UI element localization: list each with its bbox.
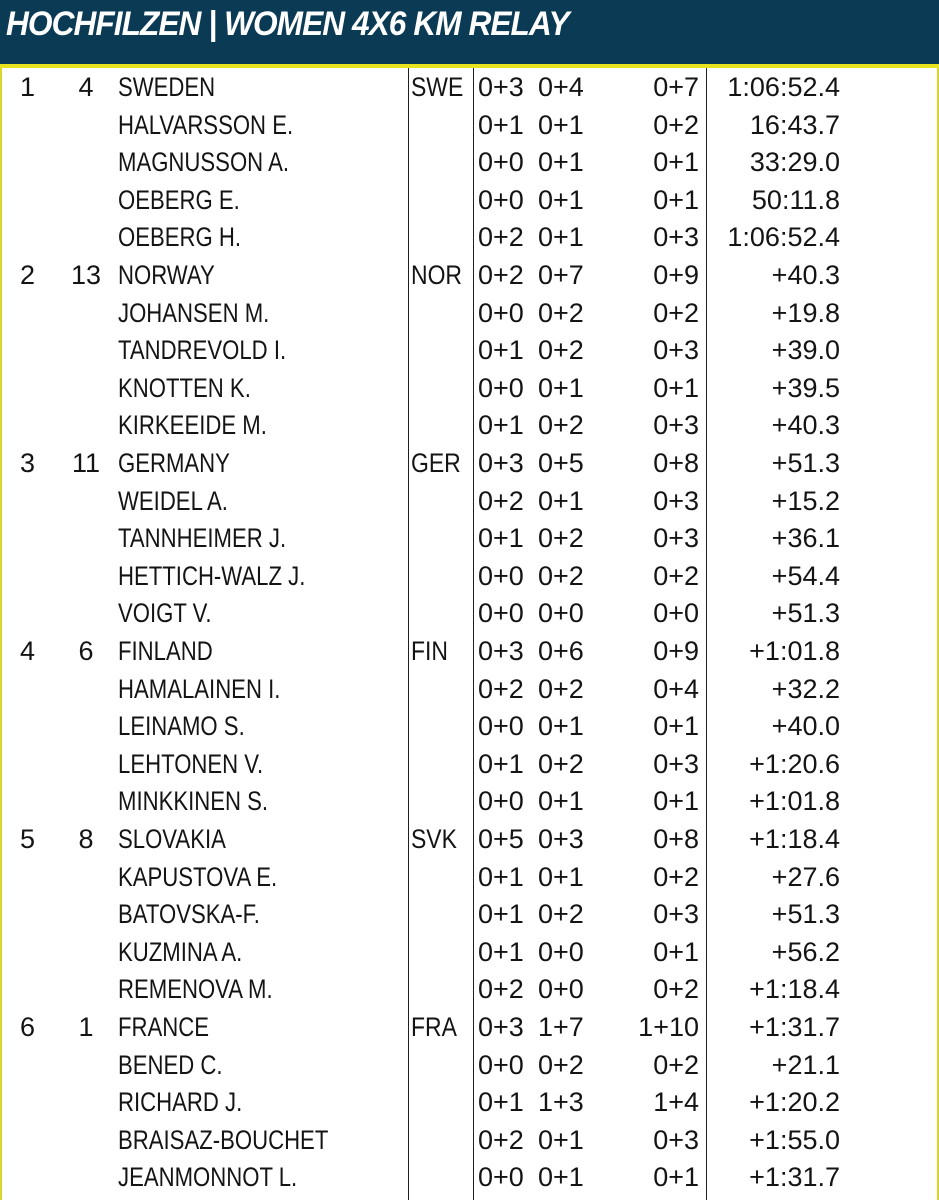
athlete-row [0, 859, 939, 897]
name-cell: REMENOVA M. [118, 974, 273, 1005]
athlete-row [0, 1159, 939, 1197]
name-cell: JEANMONNOT L. [118, 1162, 298, 1193]
prone-shooting-cell: 0+5 [478, 824, 524, 854]
standing-shooting-cell: 0+1 [538, 147, 584, 178]
bib-cell: 8 [78, 824, 94, 854]
name-cell: OEBERG H. [118, 222, 242, 253]
standing-shooting-cell: 0+6 [538, 636, 584, 666]
prone-shooting-cell: 0+2 [478, 485, 524, 516]
standing-shooting-cell: 0+1 [538, 1162, 584, 1193]
time-cell: +1:18.4 [749, 824, 840, 854]
total-shooting-cell: 0+1 [653, 936, 699, 967]
name-cell: BENED C. [118, 1049, 223, 1080]
athlete-row [0, 182, 939, 220]
name-cell: LEINAMO S. [118, 711, 245, 742]
time-cell: +1:01.8 [749, 786, 840, 817]
prone-shooting-cell: 0+2 [478, 222, 524, 253]
athlete-row [0, 934, 939, 972]
name-cell: FINLAND [118, 636, 213, 666]
bib-cell: 13 [70, 260, 102, 290]
total-shooting-cell: 0+1 [653, 711, 699, 742]
time-cell: +1:01.8 [749, 636, 840, 666]
standing-shooting-cell: 0+1 [538, 109, 584, 140]
standing-shooting-cell: 0+7 [538, 260, 584, 290]
team-row [0, 445, 939, 483]
athlete-row [0, 708, 939, 746]
time-cell: +40.0 [771, 711, 840, 742]
standing-shooting-cell: 0+1 [538, 372, 584, 403]
total-shooting-cell: 1+10 [638, 1012, 699, 1042]
standing-shooting-cell: 0+1 [538, 184, 584, 215]
prone-shooting-cell: 0+3 [478, 448, 524, 478]
athlete-row [0, 746, 939, 784]
time-cell: +54.4 [771, 560, 840, 591]
prone-shooting-cell: 0+2 [478, 1124, 524, 1155]
nation-cell: FRA [411, 1012, 457, 1042]
total-shooting-cell: 0+8 [653, 824, 699, 854]
standing-shooting-cell: 0+2 [538, 748, 584, 779]
standing-shooting-cell: 0+0 [538, 936, 584, 967]
standing-shooting-cell: 0+2 [538, 1049, 584, 1080]
name-cell: JOHANSEN M. [118, 297, 270, 328]
standing-shooting-cell: 0+0 [538, 974, 584, 1005]
team-row [0, 1009, 939, 1047]
nation-cell: SWE [411, 72, 464, 102]
standing-shooting-cell: 1+7 [538, 1012, 584, 1042]
nation-cell: FIN [411, 636, 448, 666]
name-cell: BATOVSKA-F. [118, 899, 260, 930]
athlete-row [0, 483, 939, 521]
prone-shooting-cell: 0+1 [478, 1087, 524, 1118]
total-shooting-cell: 0+3 [653, 899, 699, 930]
bib-cell: 4 [78, 72, 94, 102]
athlete-row [0, 520, 939, 558]
standing-shooting-cell: 0+1 [538, 1124, 584, 1155]
total-shooting-cell: 0+3 [653, 222, 699, 253]
standing-shooting-cell: 0+2 [538, 297, 584, 328]
name-cell: MINKKINEN S. [118, 786, 269, 817]
total-shooting-cell: 0+3 [653, 485, 699, 516]
prone-shooting-cell: 0+0 [478, 1049, 524, 1080]
total-shooting-cell: 0+9 [653, 260, 699, 290]
prone-shooting-cell: 0+1 [478, 899, 524, 930]
time-cell: +51.3 [771, 899, 840, 930]
athlete-row [0, 219, 939, 257]
name-cell: HETTICH-WALZ J. [118, 560, 306, 591]
prone-shooting-cell: 0+1 [478, 523, 524, 554]
athlete-row [0, 1047, 939, 1085]
athlete-row [0, 558, 939, 596]
total-shooting-cell: 0+9 [653, 636, 699, 666]
time-cell: +1:31.7 [749, 1162, 840, 1193]
standing-shooting-cell: 0+2 [538, 899, 584, 930]
time-cell: +27.6 [771, 861, 840, 892]
rank-cell: 1 [20, 72, 36, 102]
bib-cell: 11 [71, 448, 101, 478]
rank-cell: 6 [20, 1012, 36, 1042]
total-shooting-cell: 0+0 [653, 598, 699, 629]
header-bar [0, 0, 939, 68]
total-shooting-cell: 0+3 [653, 410, 699, 441]
prone-shooting-cell: 0+3 [478, 72, 524, 102]
rank-cell: 3 [20, 448, 36, 478]
prone-shooting-cell: 0+3 [478, 1012, 524, 1042]
total-shooting-cell: 0+2 [653, 861, 699, 892]
name-cell: RICHARD J. [118, 1087, 243, 1118]
name-cell: SLOVAKIA [118, 824, 226, 854]
time-cell: +1:31.7 [749, 1012, 840, 1042]
standing-shooting-cell: 0+1 [538, 786, 584, 817]
time-cell: +1:20.2 [749, 1087, 840, 1118]
name-cell: VOIGT V. [118, 598, 212, 629]
prone-shooting-cell: 0+0 [478, 786, 524, 817]
prone-shooting-cell: 0+1 [478, 335, 524, 366]
prone-shooting-cell: 0+0 [478, 147, 524, 178]
time-cell: +56.2 [771, 936, 840, 967]
total-shooting-cell: 0+4 [653, 673, 699, 704]
time-cell: +40.3 [771, 260, 840, 290]
total-shooting-cell: 0+2 [653, 560, 699, 591]
standing-shooting-cell: 0+2 [538, 673, 584, 704]
athlete-row [0, 971, 939, 1009]
team-row [0, 257, 939, 295]
name-cell: TANDREVOLD I. [118, 335, 287, 366]
standing-shooting-cell: 0+1 [538, 711, 584, 742]
rank-cell: 5 [20, 824, 36, 854]
time-cell: +39.0 [771, 335, 840, 366]
time-cell: +19.8 [771, 297, 840, 328]
prone-shooting-cell: 0+0 [478, 184, 524, 215]
total-shooting-cell: 1+4 [653, 1087, 699, 1118]
name-cell: MAGNUSSON A. [118, 147, 290, 178]
name-cell: TANNHEIMER J. [118, 523, 287, 554]
time-cell: +15.2 [771, 485, 840, 516]
standing-shooting-cell: 0+3 [538, 824, 584, 854]
prone-shooting-cell: 0+1 [478, 861, 524, 892]
team-row [0, 69, 939, 107]
athlete-row [0, 783, 939, 821]
name-cell: SWEDEN [118, 72, 216, 102]
time-cell: +51.3 [771, 448, 840, 478]
time-cell: +32.2 [771, 673, 840, 704]
prone-shooting-cell: 0+2 [478, 974, 524, 1005]
time-cell: +40.3 [771, 410, 840, 441]
name-cell: BRAISAZ-BOUCHET [118, 1124, 329, 1155]
total-shooting-cell: 0+1 [653, 1162, 699, 1193]
team-row [0, 633, 939, 671]
prone-shooting-cell: 0+1 [478, 748, 524, 779]
standing-shooting-cell: 0+4 [538, 72, 584, 102]
name-cell: KNOTTEN K. [118, 372, 251, 403]
total-shooting-cell: 0+2 [653, 297, 699, 328]
prone-shooting-cell: 0+0 [478, 372, 524, 403]
athlete-row [0, 370, 939, 408]
athlete-row [0, 107, 939, 145]
time-cell: +39.5 [771, 372, 840, 403]
total-shooting-cell: 0+8 [653, 448, 699, 478]
time-cell: +1:55.0 [749, 1124, 840, 1155]
standing-shooting-cell: 0+2 [538, 523, 584, 554]
prone-shooting-cell: 0+0 [478, 711, 524, 742]
rank-cell: 2 [20, 260, 36, 290]
athlete-row [0, 332, 939, 370]
time-cell: +1:20.6 [749, 748, 840, 779]
time-cell: +1:18.4 [749, 974, 840, 1005]
name-cell: KUZMINA A. [118, 936, 243, 967]
athlete-row [0, 896, 939, 934]
athlete-row [0, 1122, 939, 1160]
time-cell: 50:11.8 [751, 184, 840, 215]
standing-shooting-cell: 1+3 [538, 1087, 584, 1118]
time-cell: +51.3 [771, 598, 840, 629]
total-shooting-cell: 0+3 [653, 335, 699, 366]
name-cell: KIRKEEIDE M. [118, 410, 267, 441]
name-cell: WEIDEL A. [118, 485, 228, 516]
nation-cell: SVK [411, 824, 457, 854]
athlete-row [0, 671, 939, 709]
name-cell: OEBERG E. [118, 184, 240, 215]
total-shooting-cell: 0+7 [653, 72, 699, 102]
name-cell: HAMALAINEN I. [118, 673, 281, 704]
nation-cell: GER [411, 448, 461, 478]
standing-shooting-cell: 0+0 [538, 598, 584, 629]
prone-shooting-cell: 0+1 [478, 109, 524, 140]
total-shooting-cell: 0+2 [653, 1049, 699, 1080]
athlete-row [0, 1084, 939, 1122]
standing-shooting-cell: 0+1 [538, 222, 584, 253]
standing-shooting-cell: 0+5 [538, 448, 584, 478]
bib-cell: 1 [78, 1012, 94, 1042]
prone-shooting-cell: 0+3 [478, 636, 524, 666]
standing-shooting-cell: 0+2 [538, 335, 584, 366]
prone-shooting-cell: 0+0 [478, 1162, 524, 1193]
prone-shooting-cell: 0+0 [478, 598, 524, 629]
name-cell: LEHTONEN V. [118, 748, 264, 779]
total-shooting-cell: 0+1 [653, 147, 699, 178]
name-cell: HALVARSSON E. [118, 109, 294, 140]
total-shooting-cell: 0+3 [653, 1124, 699, 1155]
prone-shooting-cell: 0+0 [478, 297, 524, 328]
time-cell: 1:06:52.4 [727, 222, 840, 253]
time-cell: 1:06:52.4 [727, 72, 840, 102]
total-shooting-cell: 0+1 [653, 372, 699, 403]
athlete-row [0, 407, 939, 445]
nation-cell: NOR [411, 260, 462, 290]
standing-shooting-cell: 0+1 [538, 861, 584, 892]
bib-cell: 6 [78, 636, 94, 666]
standing-shooting-cell: 0+2 [538, 410, 584, 441]
name-cell: FRANCE [118, 1012, 210, 1042]
name-cell: NORWAY [118, 260, 215, 290]
total-shooting-cell: 0+1 [653, 184, 699, 215]
prone-shooting-cell: 0+2 [478, 673, 524, 704]
rank-cell: 4 [20, 636, 36, 666]
prone-shooting-cell: 0+2 [478, 260, 524, 290]
name-cell: GERMANY [118, 448, 230, 478]
name-cell: KAPUSTOVA E. [118, 861, 278, 892]
prone-shooting-cell: 0+1 [478, 936, 524, 967]
time-cell: 33:29.0 [749, 147, 840, 178]
time-cell: 16:43.7 [749, 109, 840, 140]
standing-shooting-cell: 0+2 [538, 560, 584, 591]
total-shooting-cell: 0+3 [653, 748, 699, 779]
page-title: HOCHFILZEN | WOMEN 4X6 KM RELAY [6, 5, 569, 43]
total-shooting-cell: 0+1 [653, 786, 699, 817]
total-shooting-cell: 0+2 [653, 109, 699, 140]
athlete-row [0, 595, 939, 633]
prone-shooting-cell: 0+0 [478, 560, 524, 591]
athlete-row [0, 144, 939, 182]
standing-shooting-cell: 0+1 [538, 485, 584, 516]
prone-shooting-cell: 0+1 [478, 410, 524, 441]
team-row [0, 821, 939, 859]
total-shooting-cell: 0+3 [653, 523, 699, 554]
time-cell: +36.1 [771, 523, 840, 554]
total-shooting-cell: 0+2 [653, 974, 699, 1005]
time-cell: +21.1 [771, 1049, 840, 1080]
athlete-row [0, 295, 939, 333]
